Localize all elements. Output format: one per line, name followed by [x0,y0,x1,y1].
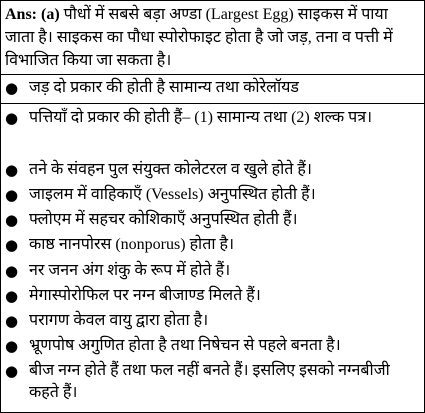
list-item-text: पत्तियाँ दो प्रकार की होती हैं– (1) सामान्य तथा (2) शल्क पत्र। [29,109,373,126]
list-item-text: बीज नग्न होते हैं तथा फल नहीं बनते हैं। इसलिए इसको नग्नबीजी कहते हैं। [29,362,390,401]
bullet-icon: ● [5,79,19,97]
list-item [5,360,421,404]
bullet-icon: ● [5,161,19,179]
bullet-icon: ● [5,109,19,127]
answer-paragraph [5,3,421,72]
answer-label: Ans: (a) [5,6,60,23]
first-point [5,77,421,99]
answer-text: पौधों में सबसे बड़ा अण्डा (Largest Egg) साइकस में पाया जाता है। साइकस का पौधा स्पोरोफाइट होता है जो जड़, तना व पत्ती में विभाजित किया जा सकता है। [5,6,393,69]
list-item-text: फ्लोएम में सहचर कोशिकाएँ अनुपस्थित होती हैं। [29,211,298,228]
bullet-icon: ● [5,236,19,254]
list-item-text: मेगास्पोरोफिल पर नग्न बीजाण्ड मिलते हैं। [29,287,261,304]
list-item [5,310,421,332]
list-item-text: काष्ठ नानपोरस (nonporus) होता है। [29,236,235,253]
list-item [5,234,421,256]
list-item-text: तने के संवहन पुल संयुक्त कोलेटरल व खुले होते हैं। [29,161,312,178]
list-item-text: भ्रूणपोष अगुणित होता है तथा निषेचन से पहले बनता है। [29,337,341,354]
list-item [5,285,421,307]
list-item [5,260,421,282]
list-item-text: जाइलम में वाहिकाएँ (Vessels) अनुपस्थित होती हैं। [29,186,316,203]
first-point-text: जड़ दो प्रकार की होती है सामान्य तथा कोरेलॉयड [29,79,299,96]
list-item [5,107,421,129]
bullet-icon: ● [5,312,19,330]
list-item [5,209,421,231]
bullet-icon: ● [5,287,19,305]
bullet-icon: ● [5,211,19,229]
bullet-icon: ● [5,362,19,380]
bullet-icon: ● [5,337,19,355]
list-item-text: नर जनन अंग शंकु के रूप में होते हैं। [29,262,231,279]
bullet-icon: ● [5,262,19,280]
list-item-text: परागण केवल वायु द्वारा होता है। [29,312,209,329]
divider-top [1,74,424,75]
list-item [5,184,421,206]
bullet-icon: ● [5,186,19,204]
divider-bottom [1,103,424,104]
list-item [5,159,421,181]
list-item [5,335,421,357]
